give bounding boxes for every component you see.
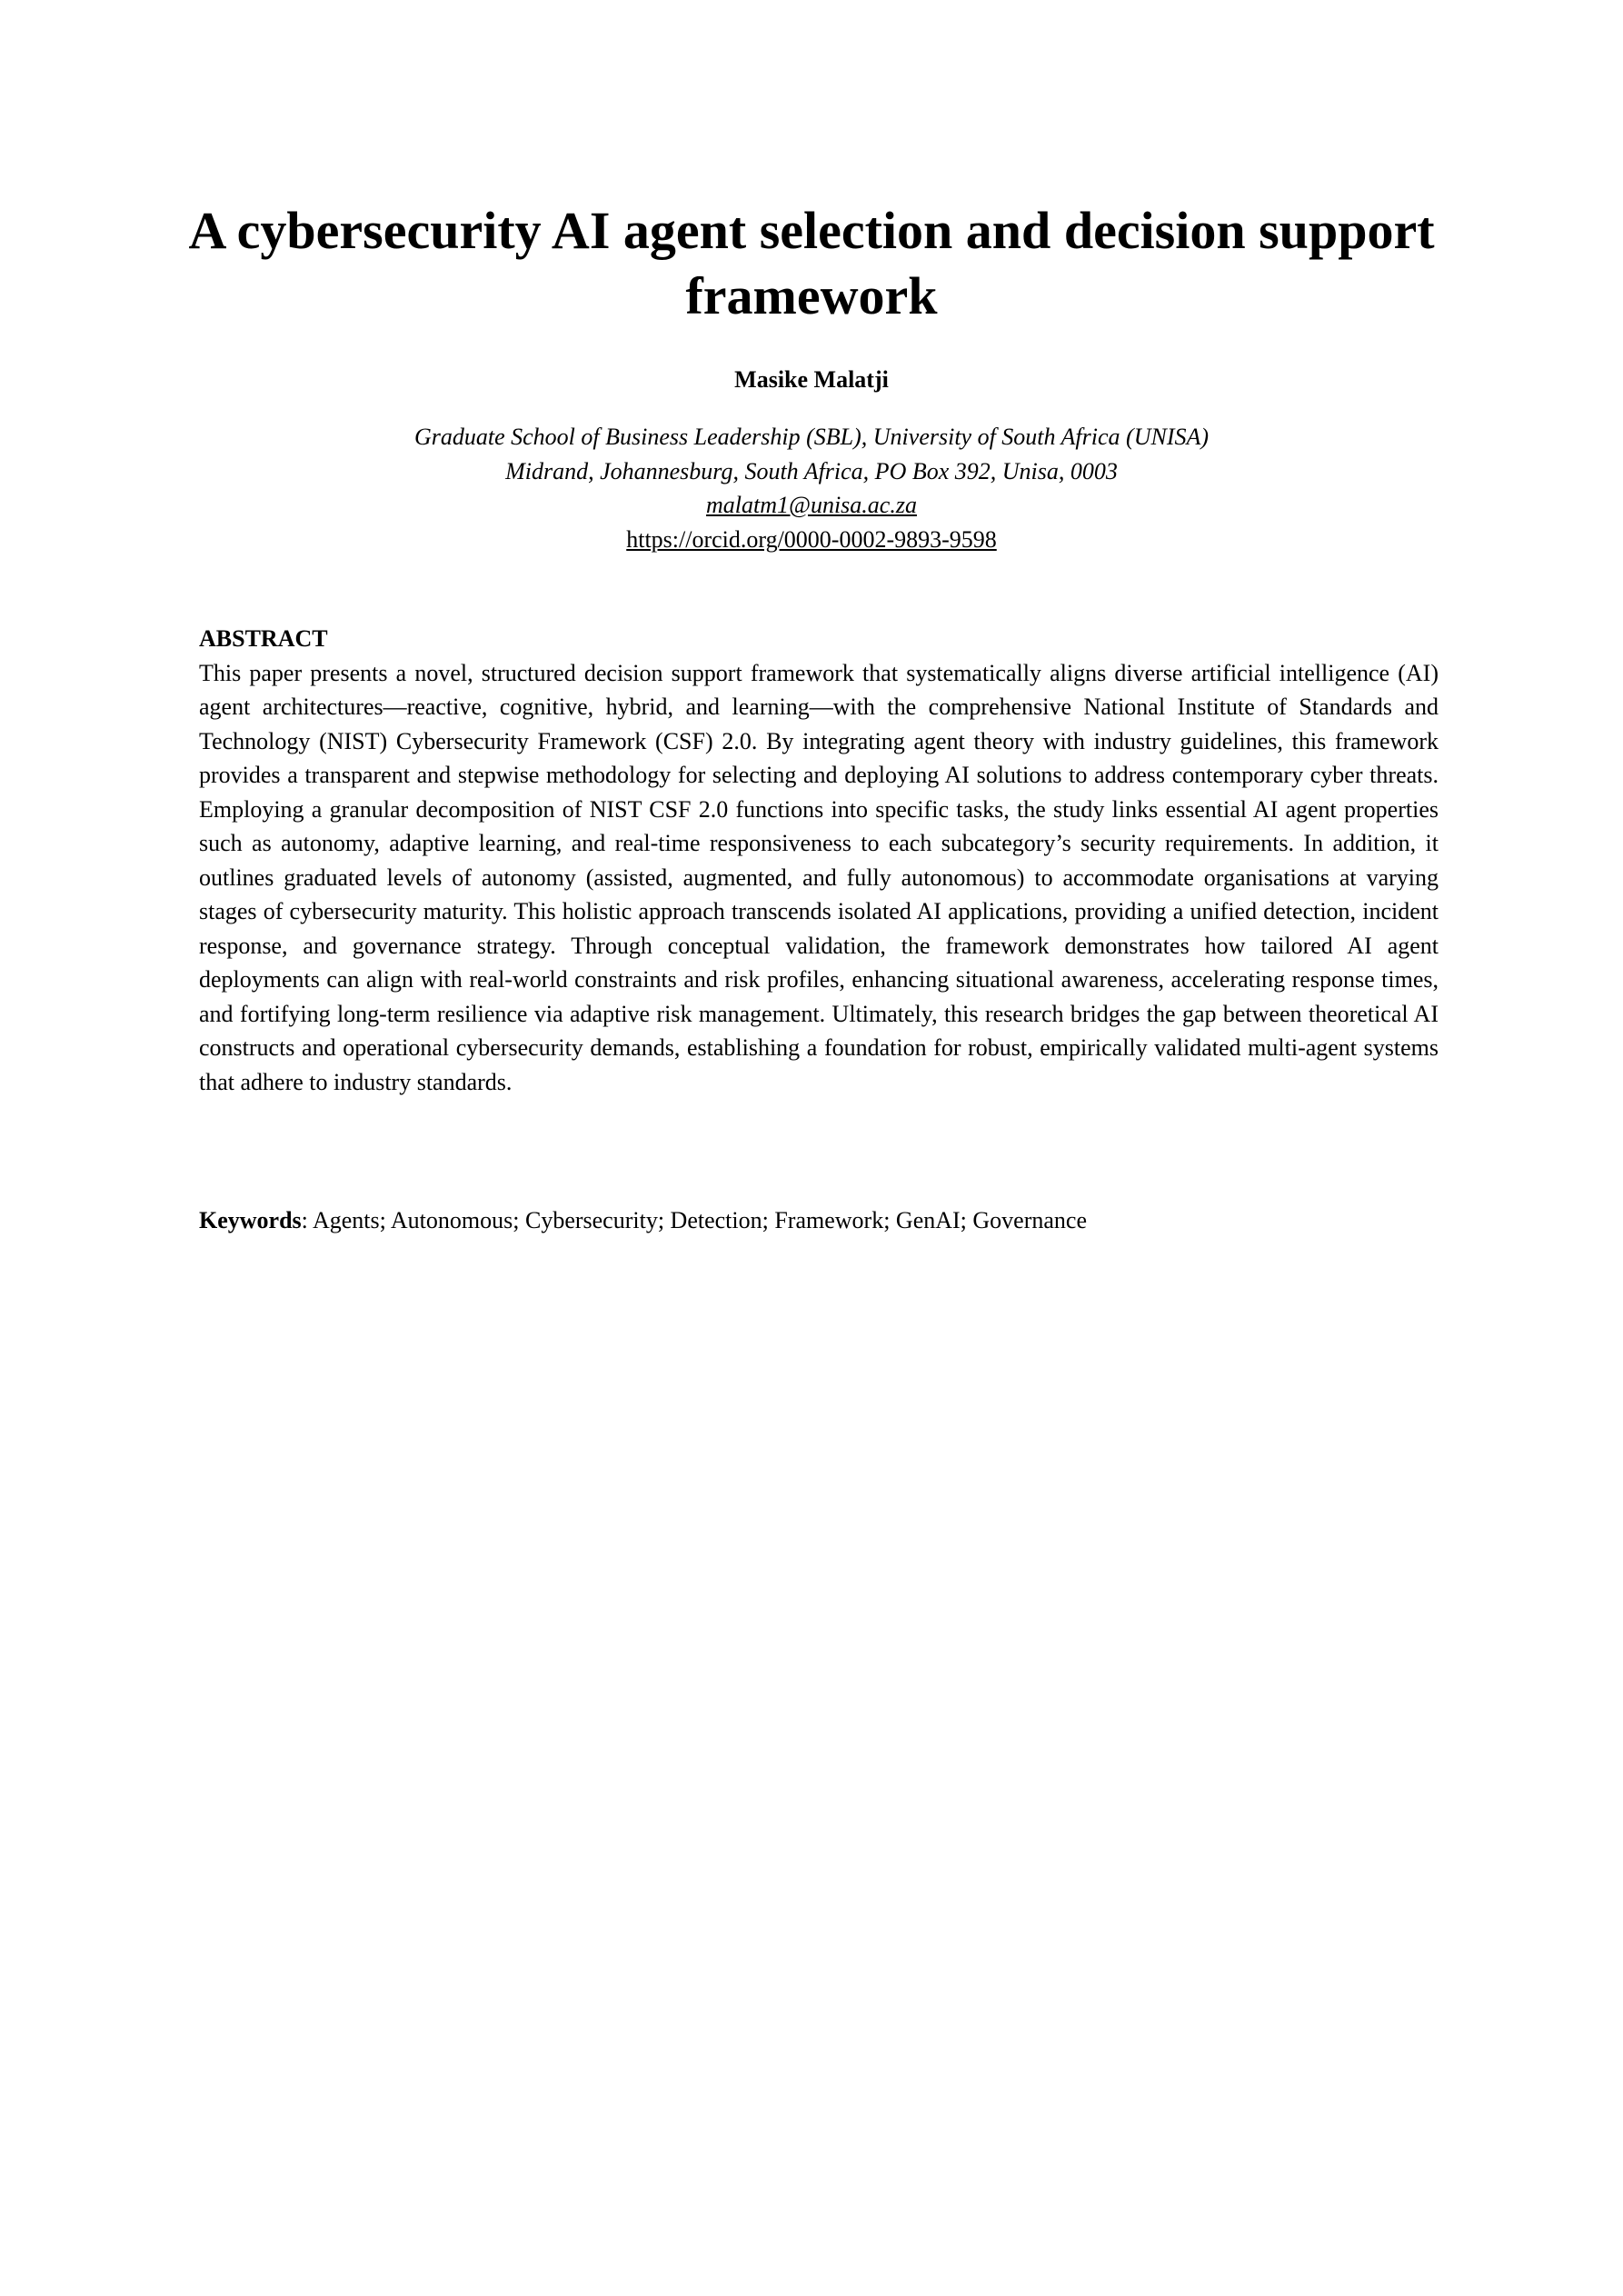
keywords-list: : Agents; Autonomous; Cybersecurity; Detection; Framework; GenAI; Governance xyxy=(301,1207,1087,1233)
abstract-heading: ABSTRACT xyxy=(199,625,328,652)
abstract-section xyxy=(199,622,1439,1099)
author-name: Masike Malatji xyxy=(734,366,889,393)
orcid-link[interactable]: https://orcid.org/0000-0002-9893-9598 xyxy=(626,525,997,553)
affiliation-institution: Graduate School of Business Leadership (SBL), University of South Africa (UNISA) xyxy=(413,424,1210,450)
affiliation-block xyxy=(0,420,1623,556)
abstract-text: This paper presents a novel, structured decision support framework that systematically aligns diverse artificial intelligence (AI) agent architectures—reactive, cognitive, hybrid, and learning—with the comprehensive National Institute of Standards and Technology (NIST) Cybersecurity Framework (CSF) 2.0. By integrating agent theory with industry guidelines, this framework provides a transparent and stepwise methodology for selecting and deploying AI solutions to address contemporary cyber threats. Employing a granular decomposition of NIST CSF 2.0 functions into specific tasks, the study links essential AI agent properties such as autonomy, adaptive learning, and real-time responsiveness to each subcategory’s security requirements. In addition, it outlines graduated levels of autonomy (assisted, augmented, and fully autonomous) to accommodate organisations at varying stages of cybersecurity maturity. This holistic approach transcends isolated AI applications, providing a unified detection, incident response, and governance strategy. Through conceptual validation, the framework demonstrates how tailored AI agent deployments can align with real-world constraints and risk profiles, enhancing situational awareness, accelerating response times, and fortifying long-term resilience via adaptive risk management. Ultimately, this research bridges the gap between theoretical AI constructs and operational cybersecurity demands, establishing a foundation for robust, empirically validated multi-agent systems that adhere to industry standards. xyxy=(199,659,1439,1095)
email-link[interactable]: malatm1@unisa.ac.za xyxy=(706,492,917,518)
keywords-label: Keywords xyxy=(199,1207,302,1233)
keywords-line xyxy=(199,1203,1439,1238)
paper-title: A cybersecurity AI agent selection and decision support framework xyxy=(188,201,1435,325)
affiliation-address: Midrand, Johannesburg, South Africa, PO Box 392, Unisa, 0003 xyxy=(505,457,1118,484)
